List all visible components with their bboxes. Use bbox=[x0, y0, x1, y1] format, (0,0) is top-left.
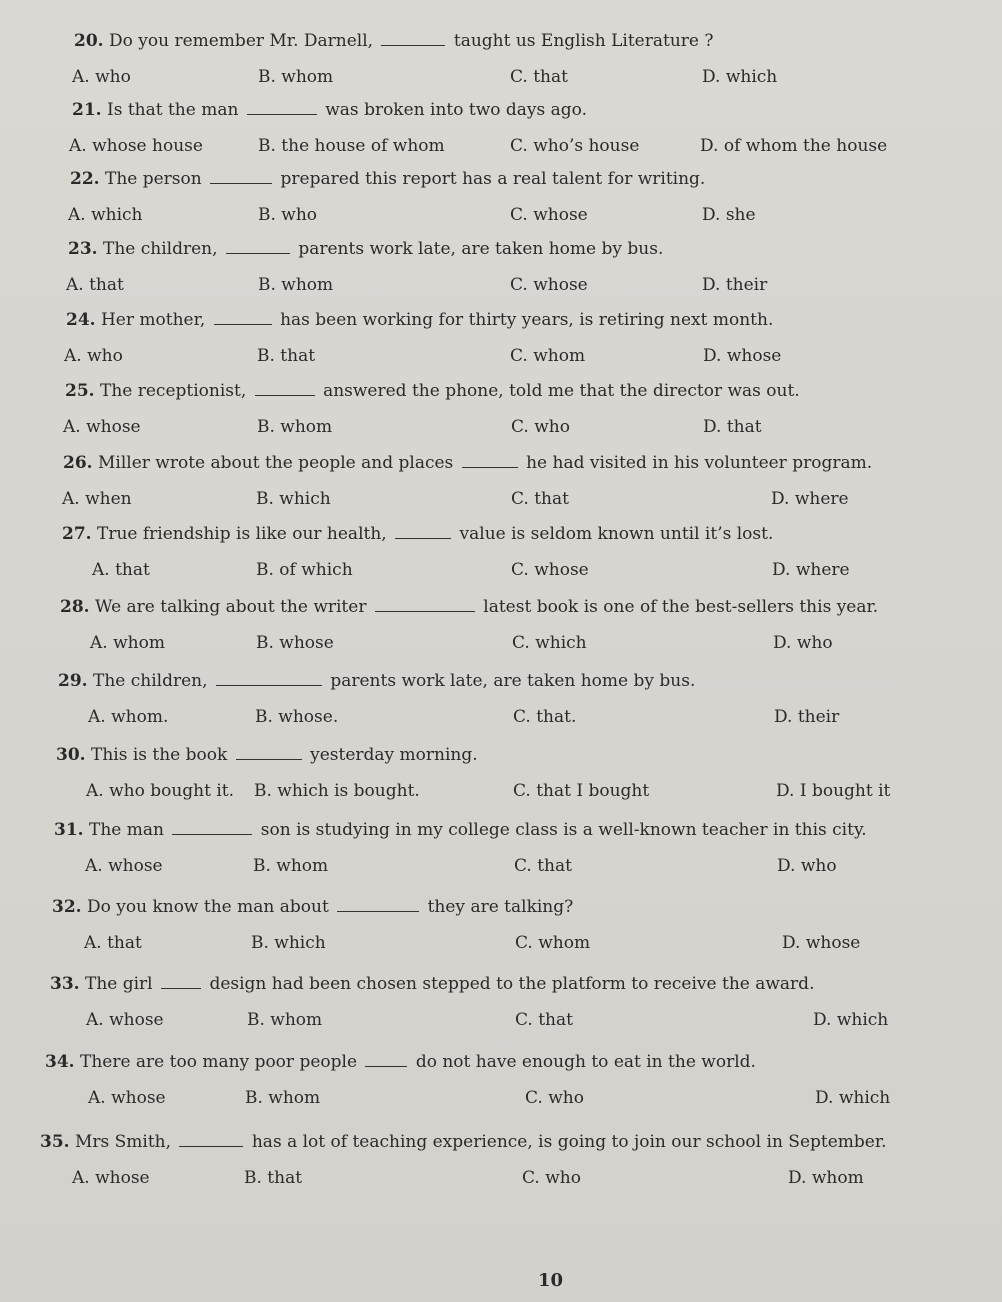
option-c: C. who bbox=[525, 1088, 584, 1108]
question-stem bbox=[56, 744, 478, 766]
option-d: D. their bbox=[702, 275, 768, 295]
option-c: C. that bbox=[511, 489, 569, 509]
stem-before: The girl bbox=[84, 974, 153, 994]
question-32 bbox=[0, 896, 1002, 968]
answer-blank bbox=[375, 597, 475, 612]
question-26 bbox=[0, 452, 1002, 524]
question-30 bbox=[0, 744, 1002, 816]
question-number: 30. bbox=[56, 745, 86, 765]
stem-before: The receptionist, bbox=[99, 381, 247, 401]
question-22 bbox=[0, 168, 1002, 240]
option-b: B. whom bbox=[258, 67, 334, 87]
option-a: A. who bought it. bbox=[86, 781, 235, 801]
stem-after: has been working for thirty years, is retiring next month. bbox=[280, 310, 774, 330]
question-number: 25. bbox=[65, 381, 95, 401]
option-d: D. who bbox=[773, 633, 833, 653]
stem-before: The person bbox=[104, 169, 202, 189]
question-stem bbox=[74, 30, 714, 52]
option-c: C. whose bbox=[510, 275, 588, 295]
stem-after: taught us English Literature ? bbox=[453, 31, 714, 51]
option-b: B. whose. bbox=[255, 707, 339, 727]
question-34 bbox=[0, 1051, 1002, 1123]
stem-after: parents work late, are taken home by bus. bbox=[298, 239, 664, 259]
option-b: B. who bbox=[258, 205, 318, 225]
option-b: B. that bbox=[244, 1168, 303, 1188]
option-a: A. whose bbox=[88, 1088, 166, 1108]
stem-after: prepared this report has a real talent for writing. bbox=[280, 169, 706, 189]
question-number: 33. bbox=[50, 974, 80, 994]
question-stem bbox=[62, 523, 773, 545]
option-d: D. who bbox=[777, 856, 837, 876]
option-b: B. whose bbox=[256, 633, 334, 653]
stem-before: Her mother, bbox=[100, 310, 206, 330]
stem-before: There are too many poor people bbox=[79, 1052, 358, 1072]
question-number: 35. bbox=[40, 1132, 70, 1152]
answer-blank bbox=[214, 310, 272, 325]
stem-after: son is studying in my college class is a well-known teacher in this city. bbox=[260, 820, 867, 840]
stem-before: Is that the man bbox=[106, 100, 239, 120]
answer-blank bbox=[210, 169, 272, 184]
question-stem bbox=[40, 1131, 887, 1153]
option-d: D. she bbox=[702, 205, 756, 225]
question-31 bbox=[0, 819, 1002, 891]
question-stem bbox=[54, 819, 867, 841]
option-a: A. whose bbox=[86, 1010, 164, 1030]
option-c: C. that bbox=[514, 856, 572, 876]
answer-blank bbox=[337, 897, 419, 912]
option-a: A. who bbox=[72, 67, 131, 87]
question-28 bbox=[0, 596, 1002, 668]
stem-after: latest book is one of the best-sellers this year. bbox=[483, 597, 879, 617]
stem-before: We are talking about the writer bbox=[94, 597, 367, 617]
question-number: 21. bbox=[72, 100, 102, 120]
question-stem bbox=[60, 596, 878, 618]
option-a: A. who bbox=[64, 346, 123, 366]
answer-blank bbox=[236, 745, 302, 760]
option-a: A. whose house bbox=[69, 136, 203, 156]
option-c: C. who’s house bbox=[510, 136, 640, 156]
option-c: C. whose bbox=[511, 560, 589, 580]
question-stem bbox=[45, 1051, 756, 1073]
option-d: D. whose bbox=[782, 933, 861, 953]
option-c: C. whom bbox=[515, 933, 591, 953]
option-c: C. that. bbox=[513, 707, 577, 727]
stem-after: he had visited in his volunteer program. bbox=[526, 453, 873, 473]
question-20 bbox=[0, 30, 1002, 102]
option-d: D. I bought it bbox=[776, 781, 891, 801]
stem-after: answered the phone, told me that the director was out. bbox=[323, 381, 800, 401]
option-b: B. whom bbox=[245, 1088, 321, 1108]
option-b: B. that bbox=[257, 346, 316, 366]
stem-after: value is seldom known until it’s lost. bbox=[459, 524, 774, 544]
option-d: D. which bbox=[815, 1088, 891, 1108]
option-c: C. whom bbox=[510, 346, 586, 366]
answer-blank bbox=[365, 1052, 407, 1067]
stem-after: was broken into two days ago. bbox=[325, 100, 588, 120]
question-24 bbox=[0, 309, 1002, 381]
stem-before: Miller wrote about the people and places bbox=[97, 453, 454, 473]
option-d: D. where bbox=[772, 560, 850, 580]
question-number: 23. bbox=[68, 239, 98, 259]
question-number: 20. bbox=[74, 31, 104, 51]
question-25 bbox=[0, 380, 1002, 452]
option-c: C. that bbox=[515, 1010, 573, 1030]
answer-blank bbox=[395, 524, 451, 539]
option-d: D. their bbox=[774, 707, 840, 727]
answer-blank bbox=[216, 671, 322, 686]
option-d: D. which bbox=[702, 67, 778, 87]
stem-before: The man bbox=[88, 820, 164, 840]
stem-before: Mrs Smith, bbox=[74, 1132, 172, 1152]
question-number: 31. bbox=[54, 820, 84, 840]
stem-before: True friendship is like our health, bbox=[96, 524, 387, 544]
answer-blank bbox=[179, 1132, 243, 1147]
option-c: C. that I bought bbox=[513, 781, 650, 801]
option-d: D. of whom the house bbox=[700, 136, 888, 156]
question-stem bbox=[50, 973, 814, 995]
option-c: C. whose bbox=[510, 205, 588, 225]
question-21 bbox=[0, 99, 1002, 171]
option-a: A. whom bbox=[90, 633, 165, 653]
stem-before: Do you remember Mr. Darnell, bbox=[108, 31, 374, 51]
option-a: A. which bbox=[68, 205, 143, 225]
option-b: B. whom bbox=[253, 856, 329, 876]
option-d: D. which bbox=[813, 1010, 889, 1030]
stem-after: parents work late, are taken home by bus. bbox=[330, 671, 696, 691]
question-27 bbox=[0, 523, 1002, 595]
question-33 bbox=[0, 973, 1002, 1045]
question-number: 34. bbox=[45, 1052, 75, 1072]
question-stem bbox=[52, 896, 573, 918]
option-b: B. of which bbox=[256, 560, 353, 580]
question-stem bbox=[66, 309, 773, 331]
option-a: A. whose bbox=[85, 856, 163, 876]
option-d: D. whose bbox=[703, 346, 782, 366]
answer-blank bbox=[247, 100, 317, 115]
option-b: B. whom bbox=[258, 275, 334, 295]
option-a: A. whom. bbox=[88, 707, 169, 727]
page-number: 10 bbox=[538, 1270, 564, 1291]
question-stem bbox=[63, 452, 872, 474]
stem-after: do not have enough to eat in the world. bbox=[415, 1052, 756, 1072]
option-a: A. that bbox=[66, 275, 124, 295]
option-b: B. which bbox=[256, 489, 331, 509]
answer-blank bbox=[161, 974, 201, 989]
question-number: 28. bbox=[60, 597, 90, 617]
option-c: C. who bbox=[522, 1168, 581, 1188]
option-c: C. who bbox=[511, 417, 570, 437]
option-a: A. whose bbox=[72, 1168, 150, 1188]
option-d: D. that bbox=[703, 417, 762, 437]
question-number: 24. bbox=[66, 310, 96, 330]
question-number: 26. bbox=[63, 453, 93, 473]
question-29 bbox=[0, 670, 1002, 742]
stem-after: they are talking? bbox=[427, 897, 574, 917]
answer-blank bbox=[255, 381, 315, 396]
option-c: C. which bbox=[512, 633, 587, 653]
stem-before: Do you know the man about bbox=[86, 897, 329, 917]
stem-before: The children, bbox=[102, 239, 218, 259]
option-c: C. that bbox=[510, 67, 568, 87]
option-b: B. whom bbox=[247, 1010, 323, 1030]
stem-before: This is the book bbox=[90, 745, 228, 765]
question-stem bbox=[65, 380, 800, 402]
option-d: D. whom bbox=[788, 1168, 864, 1188]
question-35 bbox=[0, 1131, 1002, 1203]
answer-blank bbox=[381, 31, 445, 46]
option-a: A. that bbox=[92, 560, 150, 580]
question-number: 32. bbox=[52, 897, 82, 917]
answer-blank bbox=[226, 239, 290, 254]
question-number: 27. bbox=[62, 524, 92, 544]
option-a: A. that bbox=[84, 933, 142, 953]
stem-after: yesterday morning. bbox=[310, 745, 478, 765]
answer-blank bbox=[172, 820, 252, 835]
option-a: A. when bbox=[62, 489, 132, 509]
question-number: 29. bbox=[58, 671, 88, 691]
stem-after: has a lot of teaching experience, is going to join our school in September. bbox=[251, 1132, 887, 1152]
option-b: B. the house of whom bbox=[258, 136, 445, 156]
question-stem bbox=[70, 168, 705, 190]
option-d: D. where bbox=[771, 489, 849, 509]
stem-after: design had been chosen stepped to the platform to receive the award. bbox=[209, 974, 815, 994]
answer-blank bbox=[462, 453, 518, 468]
option-a: A. whose bbox=[63, 417, 141, 437]
question-stem bbox=[68, 238, 663, 260]
question-stem bbox=[72, 99, 587, 121]
question-number: 22. bbox=[70, 169, 100, 189]
option-b: B. whom bbox=[257, 417, 333, 437]
question-23 bbox=[0, 238, 1002, 310]
option-b: B. which is bought. bbox=[254, 781, 420, 801]
question-stem bbox=[58, 670, 695, 692]
stem-before: The children, bbox=[92, 671, 208, 691]
option-b: B. which bbox=[251, 933, 326, 953]
